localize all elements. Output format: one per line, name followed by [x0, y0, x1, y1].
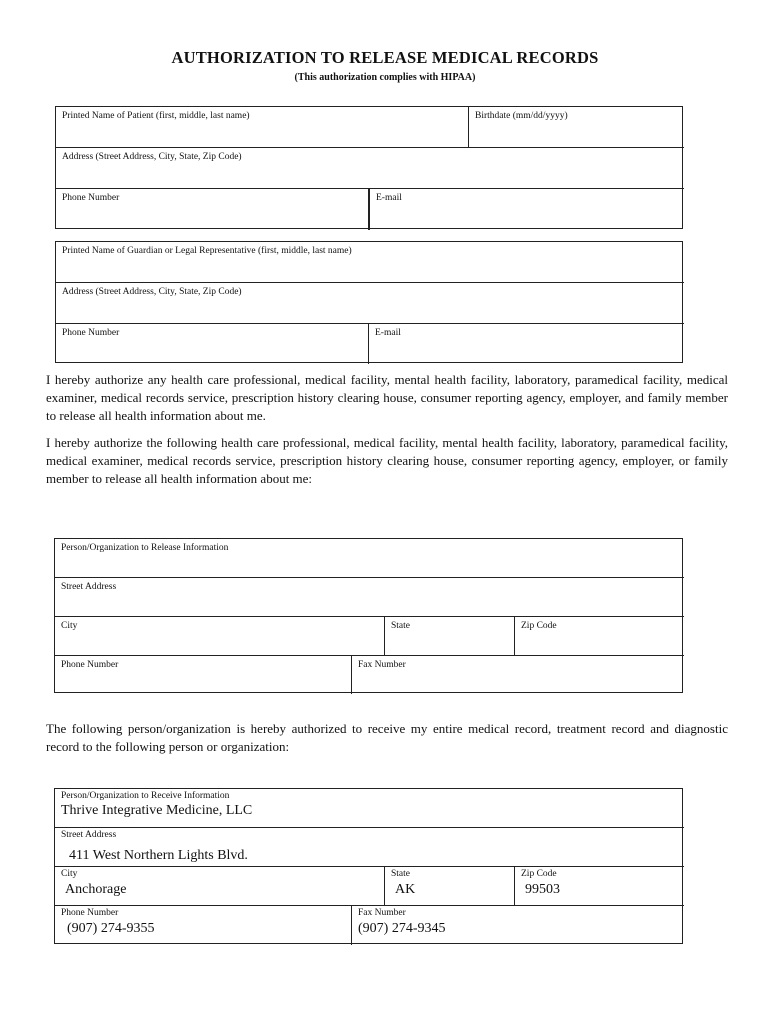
release-fax-label: Fax Number	[358, 660, 406, 670]
release-street-field[interactable]	[55, 578, 684, 617]
guardian-info-table	[55, 241, 683, 363]
receive-street-field[interactable]	[55, 828, 684, 867]
release-city-field[interactable]	[55, 617, 385, 656]
patient-phone-label: Phone Number	[62, 193, 120, 203]
patient-info-table	[55, 106, 683, 229]
receive-org-value: Thrive Integrative Medicine, LLC	[61, 803, 253, 818]
receive-org-field[interactable]	[55, 789, 684, 828]
release-state-field[interactable]	[385, 617, 515, 656]
patient-email-label: E-mail	[376, 193, 402, 203]
guardian-address-field[interactable]	[56, 283, 684, 324]
release-zip-field[interactable]	[515, 617, 684, 656]
patient-name-label: Printed Name of Patient (first, middle, last name)	[62, 111, 250, 121]
guardian-address-label: Address (Street Address, City, State, Zip Code)	[62, 287, 242, 297]
receive-org-label: Person/Organization to Receive Information	[61, 791, 230, 801]
guardian-email-field[interactable]	[369, 324, 684, 364]
recipient-paragraph: The following person/organization is hereby authorized to receive my entire medical record, treatment record and diagnostic record to the following person or organization:	[46, 721, 728, 754]
release-org-field[interactable]	[55, 539, 684, 578]
receive-fax-value: (907) 274-9345	[358, 921, 446, 936]
receive-state-value: AK	[395, 882, 416, 897]
receive-state-label: State	[391, 869, 410, 879]
patient-name-field[interactable]	[56, 107, 469, 148]
receive-phone-value: (907) 274-9355	[67, 921, 155, 936]
guardian-name-label: Printed Name of Guardian or Legal Representative (first, middle, last name)	[62, 246, 352, 256]
guardian-name-field[interactable]	[56, 242, 684, 283]
release-zip-label: Zip Code	[521, 621, 557, 631]
patient-birthdate-field[interactable]	[469, 107, 684, 148]
authorization-paragraph-1: I hereby authorize any health care professional, medical facility, mental health facility, laboratory, paramedical facility, medical examiner, medical records service, prescription history clearing house, consumer reporting agency, employer, and family member to release all health information about me.	[46, 372, 728, 423]
release-info-table	[54, 538, 683, 693]
receive-city-value: Anchorage	[65, 882, 127, 897]
authorization-paragraph-2: I hereby authorize the following health care professional, medical facility, mental health facility, laboratory, paramedical facility, medical examiner, medical records service, prescription history clearing house, consumer reporting agency, employer, or family member to release all health information about me:	[46, 435, 728, 486]
release-org-label: Person/Organization to Release Information	[61, 543, 229, 553]
receive-street-value: 411 West Northern Lights Blvd.	[69, 848, 248, 863]
patient-birthdate-label: Birthdate (mm/dd/yyyy)	[475, 111, 568, 121]
release-city-label: City	[61, 621, 78, 631]
guardian-phone-field[interactable]	[56, 324, 369, 364]
receive-city-label: City	[61, 869, 78, 879]
receive-fax-field[interactable]	[352, 906, 684, 945]
release-phone-field[interactable]	[55, 656, 352, 694]
release-fax-field[interactable]	[352, 656, 684, 694]
release-phone-label: Phone Number	[61, 660, 119, 670]
receive-phone-label: Phone Number	[61, 908, 119, 918]
receive-street-label: Street Address	[61, 830, 117, 840]
document-subtitle: (This authorization complies with HIPAA)	[294, 72, 476, 83]
receive-zip-label: Zip Code	[521, 869, 557, 879]
guardian-phone-label: Phone Number	[62, 328, 120, 338]
receive-info-table	[54, 788, 683, 944]
patient-phone-field[interactable]	[56, 189, 369, 230]
patient-email-field[interactable]	[369, 189, 684, 230]
receive-zip-value: 99503	[525, 882, 560, 897]
receive-zip-field[interactable]	[515, 867, 684, 906]
release-street-label: Street Address	[61, 582, 117, 592]
release-state-label: State	[391, 621, 410, 631]
receive-fax-label: Fax Number	[358, 908, 406, 918]
patient-address-field[interactable]	[56, 148, 684, 189]
patient-address-label: Address (Street Address, City, State, Zip Code)	[62, 152, 242, 162]
receive-phone-field[interactable]	[55, 906, 352, 945]
receive-state-field[interactable]	[385, 867, 515, 906]
guardian-email-label: E-mail	[375, 328, 401, 338]
receive-city-field[interactable]	[55, 867, 385, 906]
document-title: AUTHORIZATION TO RELEASE MEDICAL RECORDS	[171, 48, 599, 67]
